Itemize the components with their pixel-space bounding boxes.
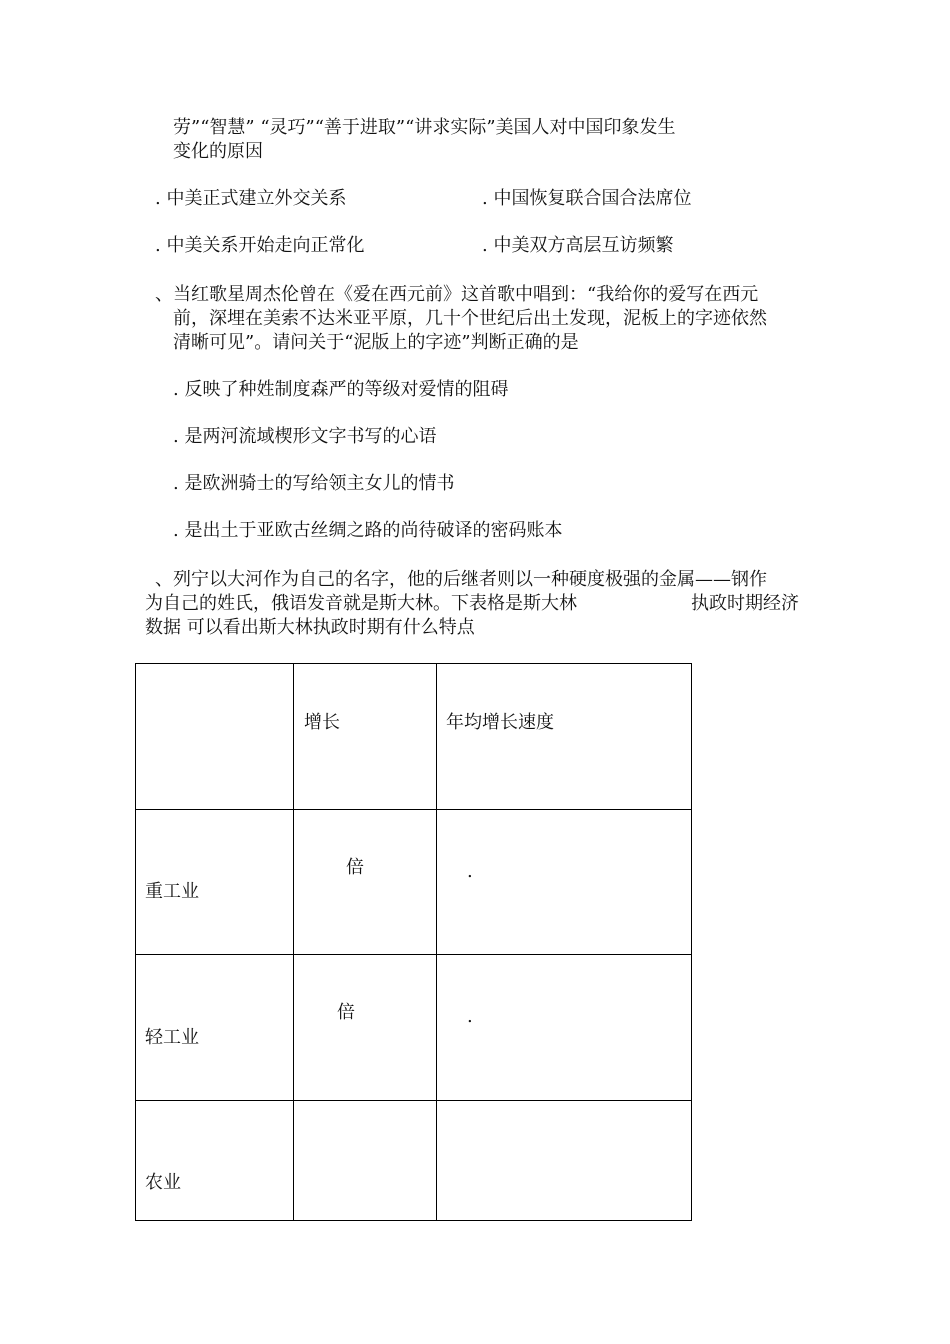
question-stem-line: 前，深埋在美索不达米亚平原，几十个世纪后出土发现，泥板上的字迹依然 [173, 308, 767, 329]
sector-cell [136, 955, 294, 1101]
sector-label: 重工业 [145, 881, 199, 902]
table-header-cell [136, 664, 294, 810]
growth-cell [294, 810, 437, 955]
table-row [136, 810, 692, 955]
question-stem-line: 变化的原因 [173, 141, 263, 162]
option-d: . 中美双方高层互访频繁 [482, 235, 674, 256]
table-row [136, 1101, 692, 1221]
option-d: . 是出土于亚欧古丝绸之路的尚待破译的密码账本 [173, 520, 563, 541]
question-stem-line: 执政时期经济 [691, 593, 799, 614]
question-stem-line: 、当红歌星周杰伦曾在《爱在西元前》这首歌中唱到：“我给你的爱写在西元 [155, 284, 759, 305]
question-stem-line: 劳”“智慧” “灵巧”“善于进取”“讲求实际”美国人对中国印象发生 [173, 117, 676, 138]
growth-cell [294, 955, 437, 1101]
question-stem-line: 、列宁以大河作为自己的名字，他的后继者则以一种硬度极强的金属——钢作 [155, 569, 767, 590]
rate-cell [437, 1101, 692, 1221]
option-c: . 是欧洲骑士的写给领主女儿的情书 [173, 473, 455, 494]
table-row [136, 955, 692, 1101]
sector-label: 轻工业 [145, 1027, 199, 1048]
rate-value: . [467, 1006, 473, 1027]
growth-cell [294, 1101, 437, 1221]
question-stem-line: 数据 可以看出斯大林执政时期有什么特点 [145, 617, 475, 638]
header-label: 年均增长速度 [446, 712, 554, 733]
rate-value: . [467, 861, 473, 882]
option-b: . 中国恢复联合国合法席位 [482, 188, 692, 209]
option-c: . 中美关系开始走向正常化 [155, 235, 365, 256]
table-header-row [136, 664, 692, 810]
sector-cell [136, 810, 294, 955]
rate-cell [437, 810, 692, 955]
table-header-cell [437, 664, 692, 810]
sector-label: 农业 [145, 1172, 181, 1193]
table-header-cell [294, 664, 437, 810]
rate-cell [437, 955, 692, 1101]
option-a: . 中美正式建立外交关系 [155, 188, 347, 209]
economic-data-table [135, 663, 692, 1221]
growth-value: 倍 [346, 857, 364, 878]
question-stem-line: 为自己的姓氏，俄语发音就是斯大林。下表格是斯大林 [145, 593, 577, 614]
question-stem-line: 清晰可见”。请问关于“泥版上的字迹”判断正确的是 [173, 332, 579, 353]
growth-value: 倍 [337, 1002, 355, 1023]
option-b: . 是两河流域楔形文字书写的心语 [173, 426, 437, 447]
sector-cell [136, 1101, 294, 1221]
option-a: . 反映了种姓制度森严的等级对爱情的阻碍 [173, 379, 509, 400]
header-label: 增长 [304, 712, 340, 733]
